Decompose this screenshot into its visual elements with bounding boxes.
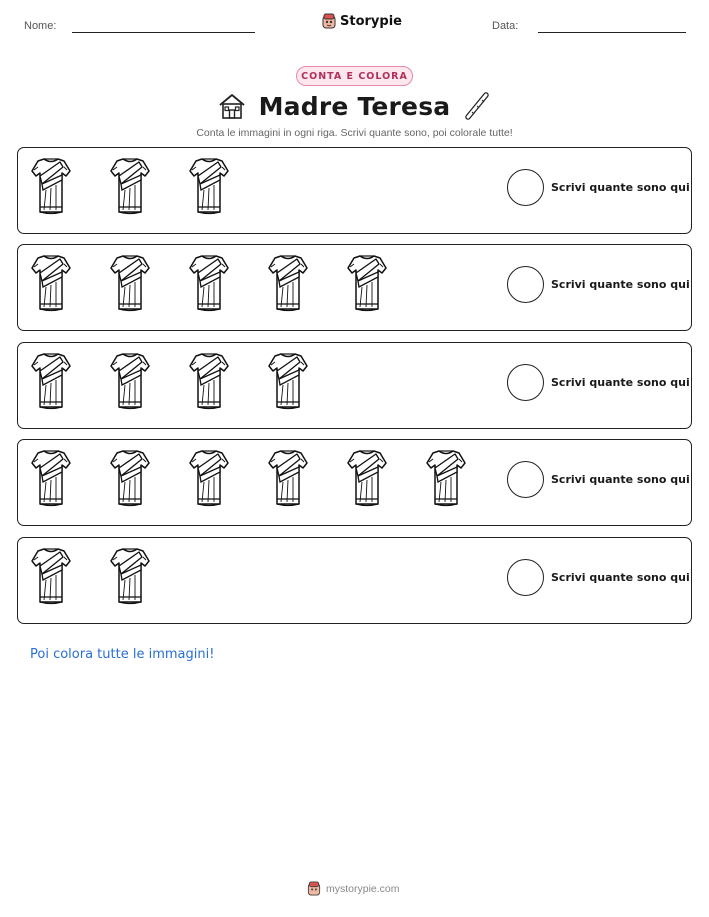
figure-group: [30, 546, 151, 612]
counting-row: [17, 147, 692, 234]
answer-circle[interactable]: [507, 266, 544, 303]
site-url: mystorypie.com: [326, 882, 400, 895]
answer-circle[interactable]: [507, 364, 544, 401]
brand-name: Storypie: [340, 13, 402, 29]
figure-group: [30, 448, 467, 514]
sari-icon[interactable]: [30, 351, 72, 417]
house-icon: [217, 91, 247, 121]
title-row: [0, 91, 709, 121]
footer-note: Poi colora tutte le immagini!: [30, 647, 215, 662]
storypie-mascot-icon: [307, 881, 321, 896]
answer-label: Scrivi quante sono qui: [551, 278, 690, 291]
answer-label: Scrivi quante sono qui: [551, 473, 690, 486]
counting-row: [17, 244, 692, 331]
figure-group: [30, 351, 309, 417]
sari-icon[interactable]: [30, 448, 72, 514]
answer-label: Scrivi quante sono qui: [551, 571, 690, 584]
counting-row: [17, 342, 692, 429]
counting-row: [17, 439, 692, 526]
sari-icon[interactable]: [30, 253, 72, 319]
instructions: Conta le immagini in ogni riga. Scrivi quante sono, poi colorale tutte!: [196, 127, 513, 139]
name-label: Nome:: [24, 20, 57, 32]
date-label: Data:: [492, 20, 519, 32]
stick-icon: [462, 91, 492, 121]
page-title: Madre Teresa: [258, 91, 451, 121]
sari-icon[interactable]: [30, 546, 72, 612]
sari-icon[interactable]: [188, 253, 230, 319]
sari-icon[interactable]: [188, 448, 230, 514]
name-line[interactable]: [72, 32, 255, 33]
sari-icon[interactable]: [267, 253, 309, 319]
sari-icon[interactable]: [267, 448, 309, 514]
sari-icon[interactable]: [109, 448, 151, 514]
sari-icon[interactable]: [109, 351, 151, 417]
answer-circle[interactable]: [507, 559, 544, 596]
sari-icon[interactable]: [188, 351, 230, 417]
sari-icon[interactable]: [425, 448, 467, 514]
sari-icon[interactable]: [109, 156, 151, 222]
sari-icon[interactable]: [346, 448, 388, 514]
activity-badge: CONTA E COLORA: [296, 66, 413, 86]
answer-circle[interactable]: [507, 461, 544, 498]
sari-icon[interactable]: [267, 351, 309, 417]
date-line[interactable]: [538, 32, 686, 33]
sari-icon[interactable]: [188, 156, 230, 222]
figure-group: [30, 156, 230, 222]
storypie-mascot-icon: [322, 13, 336, 29]
answer-circle[interactable]: [507, 169, 544, 206]
answer-label: Scrivi quante sono qui: [551, 376, 690, 389]
counting-row: [17, 537, 692, 624]
answer-label: Scrivi quante sono qui: [551, 181, 690, 194]
sari-icon[interactable]: [30, 156, 72, 222]
brand-logo: [322, 13, 402, 29]
sari-icon[interactable]: [109, 253, 151, 319]
sari-icon[interactable]: [109, 546, 151, 612]
figure-group: [30, 253, 388, 319]
sari-icon[interactable]: [346, 253, 388, 319]
site-footer: [307, 881, 400, 896]
